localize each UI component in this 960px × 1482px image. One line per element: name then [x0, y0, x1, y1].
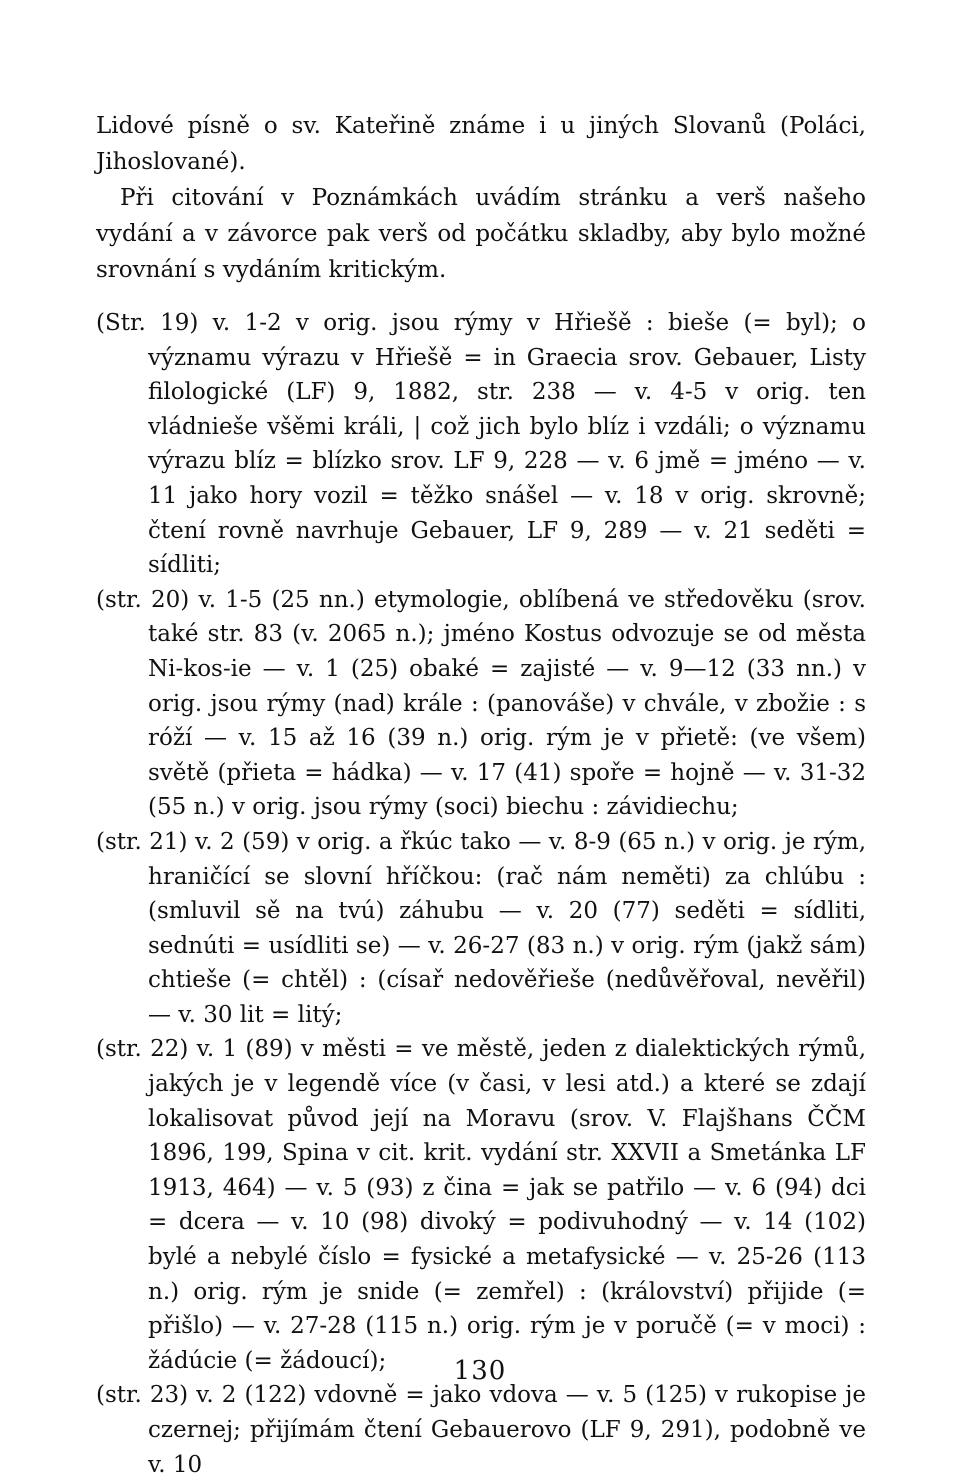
- note-entry: [96, 1032, 866, 1378]
- note-entry: [96, 306, 866, 583]
- note-text: v. 1 (89) v městi = ve městě, jeden z dialektických rýmů, jakých je v legendě více (v časi, v lesi atd.) a které se zdají lokalisovat původ její na Moravu (srov. V. Flajšhans ČČM 1896, 199, Spina v cit. krit. vydání str. XXVII a Smetánka LF 1913, 464) — v. 5 (93) z čina = jak se patřilo — v. 6 (94) dci = dcera — v. 10 (98) divoký = podivuhodný — v. 14 (102) bylé a nebylé číslo = fysické a metafysické — v. 25-26 (113 n.) orig. rým je snide (= zemřel) : (království) přijide (= přišlo) — v. 27-28 (115 n.) orig. rým je v poručě (= v moci) : žádúcie (= žádoucí);: [148, 1036, 867, 1374]
- note-location: (str. 20): [96, 586, 190, 613]
- note-location: (Str. 19): [96, 310, 199, 336]
- note-text: v. 1-2 v orig. jsou rýmy v Hřiešě : bieše (= byl); o významu výrazu v Hřiešě = in Graecia srov. Gebauer, Listy filologické (LF) 9, 1882, str. 238 — v. 4-5 v orig. ten vládnieše všěmi králi, | což jich bylo blíz i vzdáli; o významu výrazu blíz = blízko srov. LF 9, 228 — v. 6 jmě = jméno — v. 11 jako hory vozil = těžko snášel — v. 18 v orig. skrovně; čtení rovně navrhuje Gebauer, LF 9, 289 — v. 21 seděti = sídliti;: [148, 310, 866, 579]
- note-location: (str. 22): [96, 1036, 189, 1063]
- intro-paragraph-2: Při citování v Poznámkách uvádím stránku a verš našeho vydání a v závorce pak verš od počátku skladby, aby bylo možné srovnání s vydáním kritickým.: [96, 185, 866, 283]
- note-entry: [96, 1378, 866, 1482]
- note-entry: [96, 583, 866, 825]
- note-text: v. 2 (122) vdovně = jako vdova — v. 5 (125) v rukopise je czernej; přijímám čtení Gebauerovo (LF 9, 291), podobně ve v. 10: [148, 1382, 866, 1478]
- intro-block: [96, 108, 866, 288]
- intro-paragraph-1: Lidové písně o sv. Kateřině známe i u jiných Slovanů (Poláci, Jihoslované).: [96, 113, 866, 175]
- notes-block: [96, 306, 866, 1482]
- note-text: v. 1-5 (25 nn.) etymologie, oblíbená ve středověku (srov. také str. 83 (v. 2065 n.); jméno Kostus odvozuje se od města Ni-kos-ie — v. 1 (25) obaké = zajisté — v. 9—12 (33 nn.) v orig. jsou rýmy (nad) krále : (panováše) v chvále, v zbožie : s róží — v. 15 až 16 (39 n.) orig. rým je v přietě: (ve všem) světě (přieta = hádka) — v. 17 (41) spoře = hojně — v. 31-32 (55 n.) v orig. jsou rýmy (soci) biechu : závidiechu;: [148, 586, 866, 821]
- note-entry: [96, 825, 866, 1033]
- note-location: (str. 21): [96, 828, 188, 855]
- page-number: 130: [453, 1356, 507, 1386]
- note-text: v. 2 (59) v orig. a řkúc tako — v. 8-9 (65 n.) v orig. je rým, hraničící se slovní hříčkou: (rač nám neměti) za chlúbu : (smluvil sě na tvú) záhubu — v. 20 (77) seděti = sídliti, sednúti = usídliti se) — v. 26-27 (83 n.) v orig. rým (jakž sám) chtieše (= chtěl) : (císař nedověřieše (nedůvěřoval, nevěřil) — v. 30 lit = litý;: [148, 828, 867, 1028]
- note-location: (str. 23): [96, 1382, 189, 1409]
